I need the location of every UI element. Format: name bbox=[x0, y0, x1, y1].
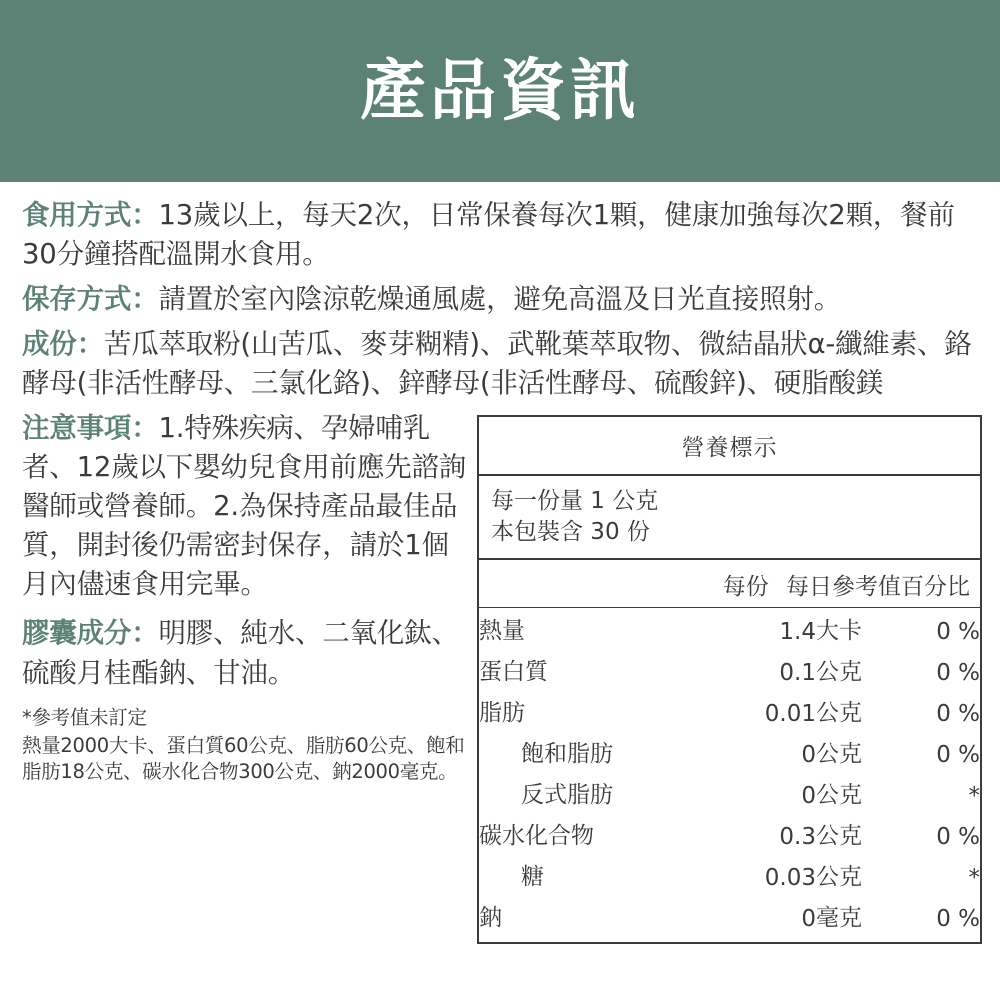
nutrition-row bbox=[479, 813, 980, 854]
nutrition-row-percent: * bbox=[968, 865, 980, 892]
nutrition-row-value: 0 bbox=[801, 742, 816, 769]
notice-text: 1.特殊疾病、孕婦哺乳者、12歲以下嬰幼兒食用前應先諮詢醫師或營養師。2.為保持產品最佳品質，開封後仍需密封保存，請於1個月內儘速食用完畢。 bbox=[22, 412, 467, 601]
storage-text: 請置於室內陰涼乾燥通風處，避免高溫及日光直接照射。 bbox=[158, 283, 841, 316]
nutrition-row-name: 蛋白質 bbox=[479, 659, 548, 686]
nutrition-title: 營養標示 bbox=[479, 417, 980, 476]
footnote-star-note: *參考值未訂定 bbox=[22, 705, 147, 729]
nutrition-row-name: 碳水化合物 bbox=[479, 823, 594, 850]
notice-paragraph bbox=[22, 409, 469, 604]
usage-text: 13歲以上，每天2次，日常保養每次1顆，健康加強每次2顆，餐前30分鐘搭配溫開水食用。 bbox=[22, 199, 955, 271]
nutrition-rows bbox=[479, 608, 980, 942]
footnote-reference: 熱量2000大卡、蛋白質60公克、脂肪60公克、飽和脂肪18公克、碳水化合物300公克、鈉2000毫克。 bbox=[22, 733, 465, 784]
lower-two-column-area bbox=[22, 409, 982, 944]
nutrition-facts-table bbox=[477, 415, 982, 944]
nutrition-row-name: 飽和脂肪 bbox=[521, 741, 613, 768]
ingredients-label: 成份： bbox=[22, 328, 104, 361]
nutrition-row-unit: 公克 bbox=[816, 700, 862, 727]
nutrition-row bbox=[479, 854, 980, 895]
nutrition-row bbox=[479, 608, 980, 649]
ingredients-paragraph bbox=[22, 325, 982, 403]
usage-paragraph bbox=[22, 196, 982, 274]
nutrition-row-value: 0 bbox=[801, 783, 816, 810]
usage-label: 食用方式： bbox=[22, 199, 159, 231]
nutrition-row-unit: 毫克 bbox=[816, 905, 862, 932]
capsule-label: 膠囊成分： bbox=[22, 617, 159, 650]
nutrition-column-headers bbox=[479, 560, 980, 608]
col-daily-value: 每日參考值百分比 bbox=[786, 574, 970, 601]
nutrition-row-unit: 大卡 bbox=[816, 618, 862, 645]
nutrition-row bbox=[479, 895, 980, 942]
page-title: 產品資訊 bbox=[360, 52, 640, 129]
servings-per-pack: 本包裝含 30 份 bbox=[491, 519, 650, 546]
nutrition-row-percent: 0 % bbox=[936, 619, 980, 646]
serving-size: 每一份量 1 公克 bbox=[491, 488, 659, 515]
nutrition-row-value: 0.3 bbox=[779, 824, 816, 851]
left-column bbox=[22, 409, 477, 785]
notice-label: 注意事項： bbox=[22, 412, 159, 445]
nutrition-row-unit: 公克 bbox=[816, 782, 862, 809]
nutrition-row-value: 0.01 bbox=[764, 701, 816, 728]
nutrition-row-name: 糖 bbox=[521, 864, 544, 891]
nutrition-row-name: 反式脂肪 bbox=[521, 782, 613, 809]
nutrition-row bbox=[479, 731, 980, 772]
nutrition-row-percent: 0 % bbox=[936, 742, 980, 769]
nutrition-row bbox=[479, 649, 980, 690]
storage-paragraph bbox=[22, 280, 982, 319]
nutrition-row bbox=[479, 690, 980, 731]
nutrition-row-percent: 0 % bbox=[936, 824, 980, 851]
nutrition-row-unit: 公克 bbox=[816, 864, 862, 891]
nutrition-row-unit: 公克 bbox=[816, 823, 862, 850]
footnote-block bbox=[22, 705, 469, 786]
nutrition-row-name: 脂肪 bbox=[479, 700, 525, 727]
page-header-band bbox=[0, 0, 1000, 182]
capsule-text: 明膠、純水、二氧化鈦、硫酸月桂酯鈉、甘油。 bbox=[22, 617, 459, 689]
nutrition-row-name: 熱量 bbox=[479, 618, 525, 645]
content-body bbox=[0, 182, 1000, 944]
ingredients-text: 苦瓜萃取粉(山苦瓜、麥芽糊精)、武靴葉萃取物、微結晶狀α-纖維素、鉻酵母(非活性酵母、三氯化鉻)、鋅酵母(非活性酵母、硫酸鋅)、硬脂酸鎂 bbox=[22, 328, 972, 400]
nutrition-row-percent: * bbox=[968, 783, 980, 810]
nutrition-row-name: 鈉 bbox=[479, 905, 502, 932]
col-per-serving: 每份 bbox=[722, 574, 769, 601]
capsule-paragraph bbox=[22, 614, 469, 692]
nutrition-serving-info bbox=[479, 476, 980, 560]
nutrition-row-unit: 公克 bbox=[816, 659, 862, 686]
nutrition-row-value: 0.03 bbox=[764, 865, 816, 892]
nutrition-row-percent: 0 % bbox=[936, 660, 980, 687]
nutrition-row bbox=[479, 772, 980, 813]
nutrition-row-value: 0.1 bbox=[779, 660, 816, 687]
nutrition-row-percent: 0 % bbox=[936, 906, 980, 933]
nutrition-row-value: 1.4 bbox=[779, 619, 816, 646]
nutrition-row-value: 0 bbox=[801, 906, 816, 933]
nutrition-row-unit: 公克 bbox=[816, 741, 862, 768]
storage-label: 保存方式： bbox=[22, 283, 159, 316]
nutrition-row-percent: 0 % bbox=[936, 701, 980, 728]
